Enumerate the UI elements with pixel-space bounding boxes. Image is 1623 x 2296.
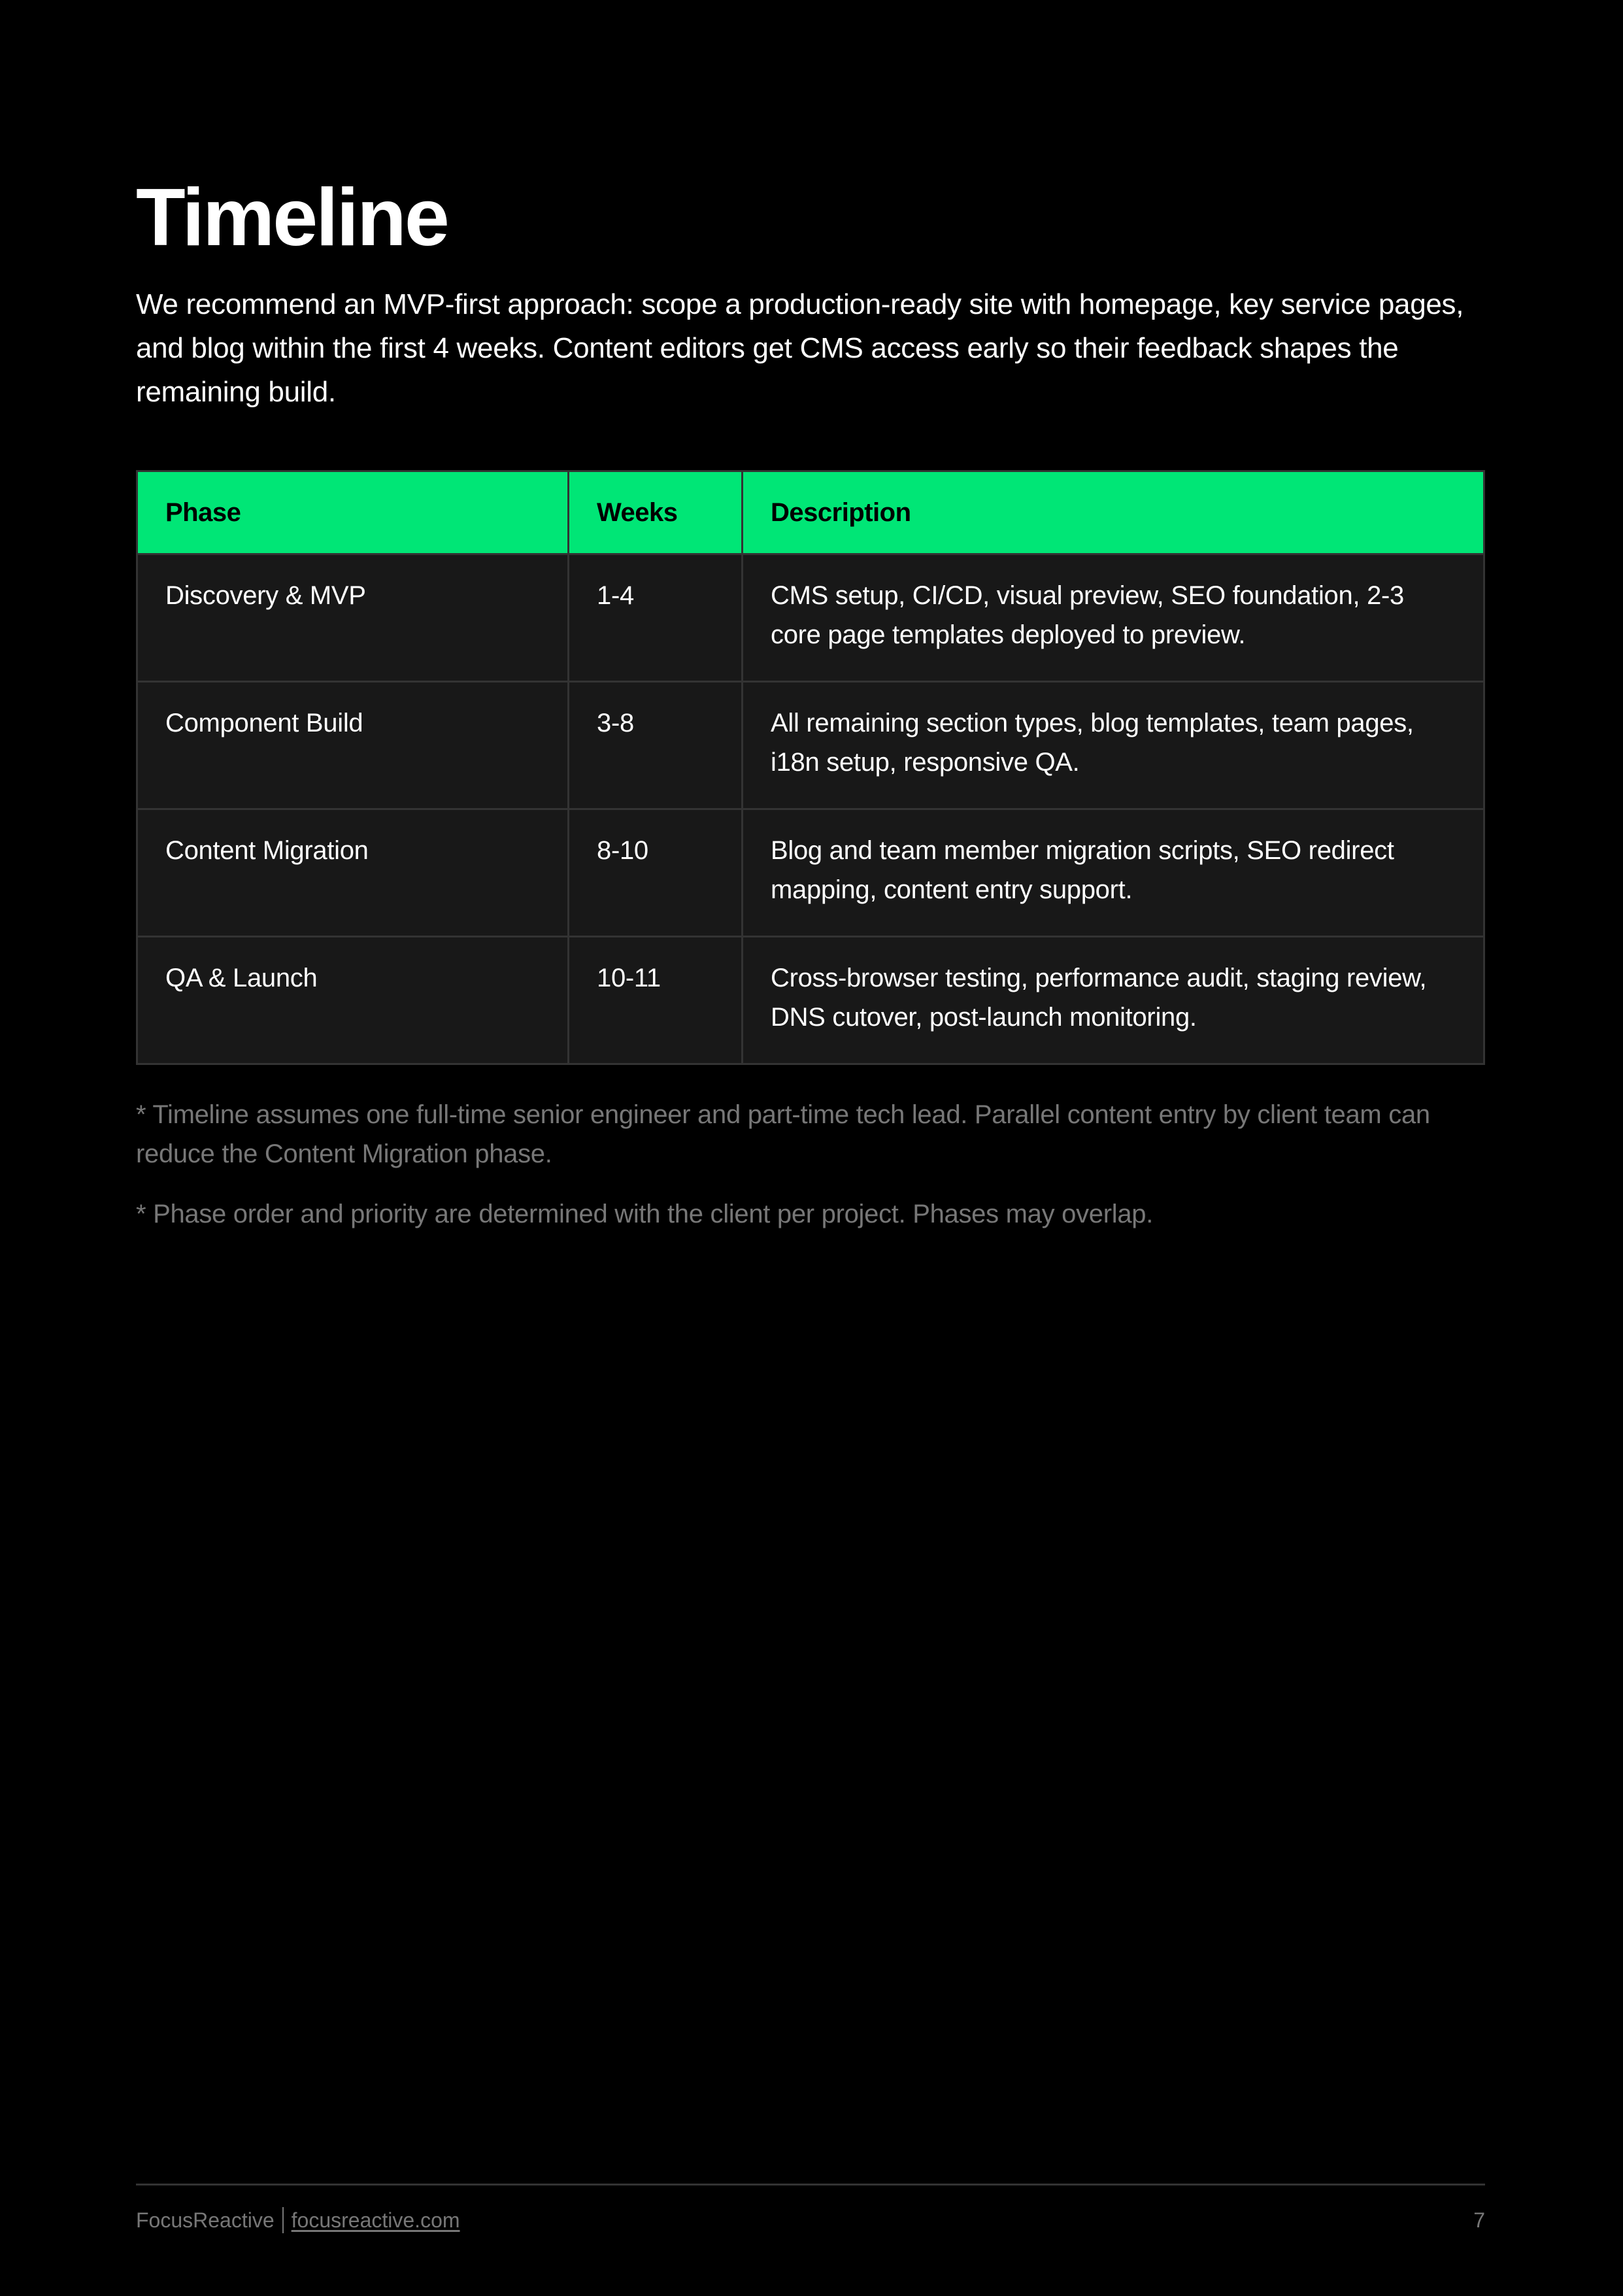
table-header-row — [137, 471, 1484, 554]
cell-description: All remaining section types, blog templates, team pages, i18n setup, responsive QA. — [743, 682, 1484, 809]
cell-weeks: 10-11 — [569, 937, 743, 1064]
header-phase: Phase — [137, 471, 569, 554]
timeline-table — [136, 470, 1485, 1065]
header-weeks: Weeks — [569, 471, 743, 554]
footnote: * Timeline assumes one full-time senior engineer and part-time tech lead. Parallel content entry by client team can reduce the Content Migration phase. — [136, 1100, 1430, 1168]
table-row — [137, 682, 1484, 809]
company-name: FocusReactive — [136, 2208, 275, 2232]
table-row — [137, 809, 1484, 937]
table-row — [137, 937, 1484, 1064]
footer-divider — [136, 2184, 1485, 2186]
document-page — [136, 0, 1485, 2296]
cell-weeks: 1-4 — [569, 554, 743, 682]
cell-description: CMS setup, CI/CD, visual preview, SEO foundation, 2-3 core page templates deployed to preview. — [743, 554, 1484, 682]
cell-phase: Component Build — [137, 682, 569, 809]
header-description: Description — [743, 471, 1484, 554]
intro-paragraph: We recommend an MVP-first approach: scope a production-ready site with homepage, key service pages, and blog within the first 4 weeks. Content editors get CMS access early so their feedback shapes the remaining build. — [136, 288, 1464, 408]
page-number: 7 — [1473, 2208, 1485, 2232]
cell-phase: QA & Launch — [137, 937, 569, 1064]
cell-weeks: 8-10 — [569, 809, 743, 937]
cell-description: Cross-browser testing, performance audit, staging review, DNS cutover, post-launch monitoring. — [743, 937, 1484, 1064]
cell-phase: Discovery & MVP — [137, 554, 569, 682]
footnote: * Phase order and priority are determined with the client per project. Phases may overlap. — [136, 1200, 1154, 1228]
cell-phase: Content Migration — [137, 809, 569, 937]
footnotes — [136, 1095, 1496, 1255]
website-link[interactable]: focusreactive.com — [291, 2208, 460, 2232]
table-row — [137, 554, 1484, 682]
footer — [136, 2204, 1485, 2236]
cell-weeks: 3-8 — [569, 682, 743, 809]
footer-brand — [136, 2204, 460, 2236]
page-title: Timeline — [136, 173, 448, 263]
footer-separator — [282, 2207, 284, 2233]
cell-description: Blog and team member migration scripts, SEO redirect mapping, content entry support. — [743, 809, 1484, 937]
